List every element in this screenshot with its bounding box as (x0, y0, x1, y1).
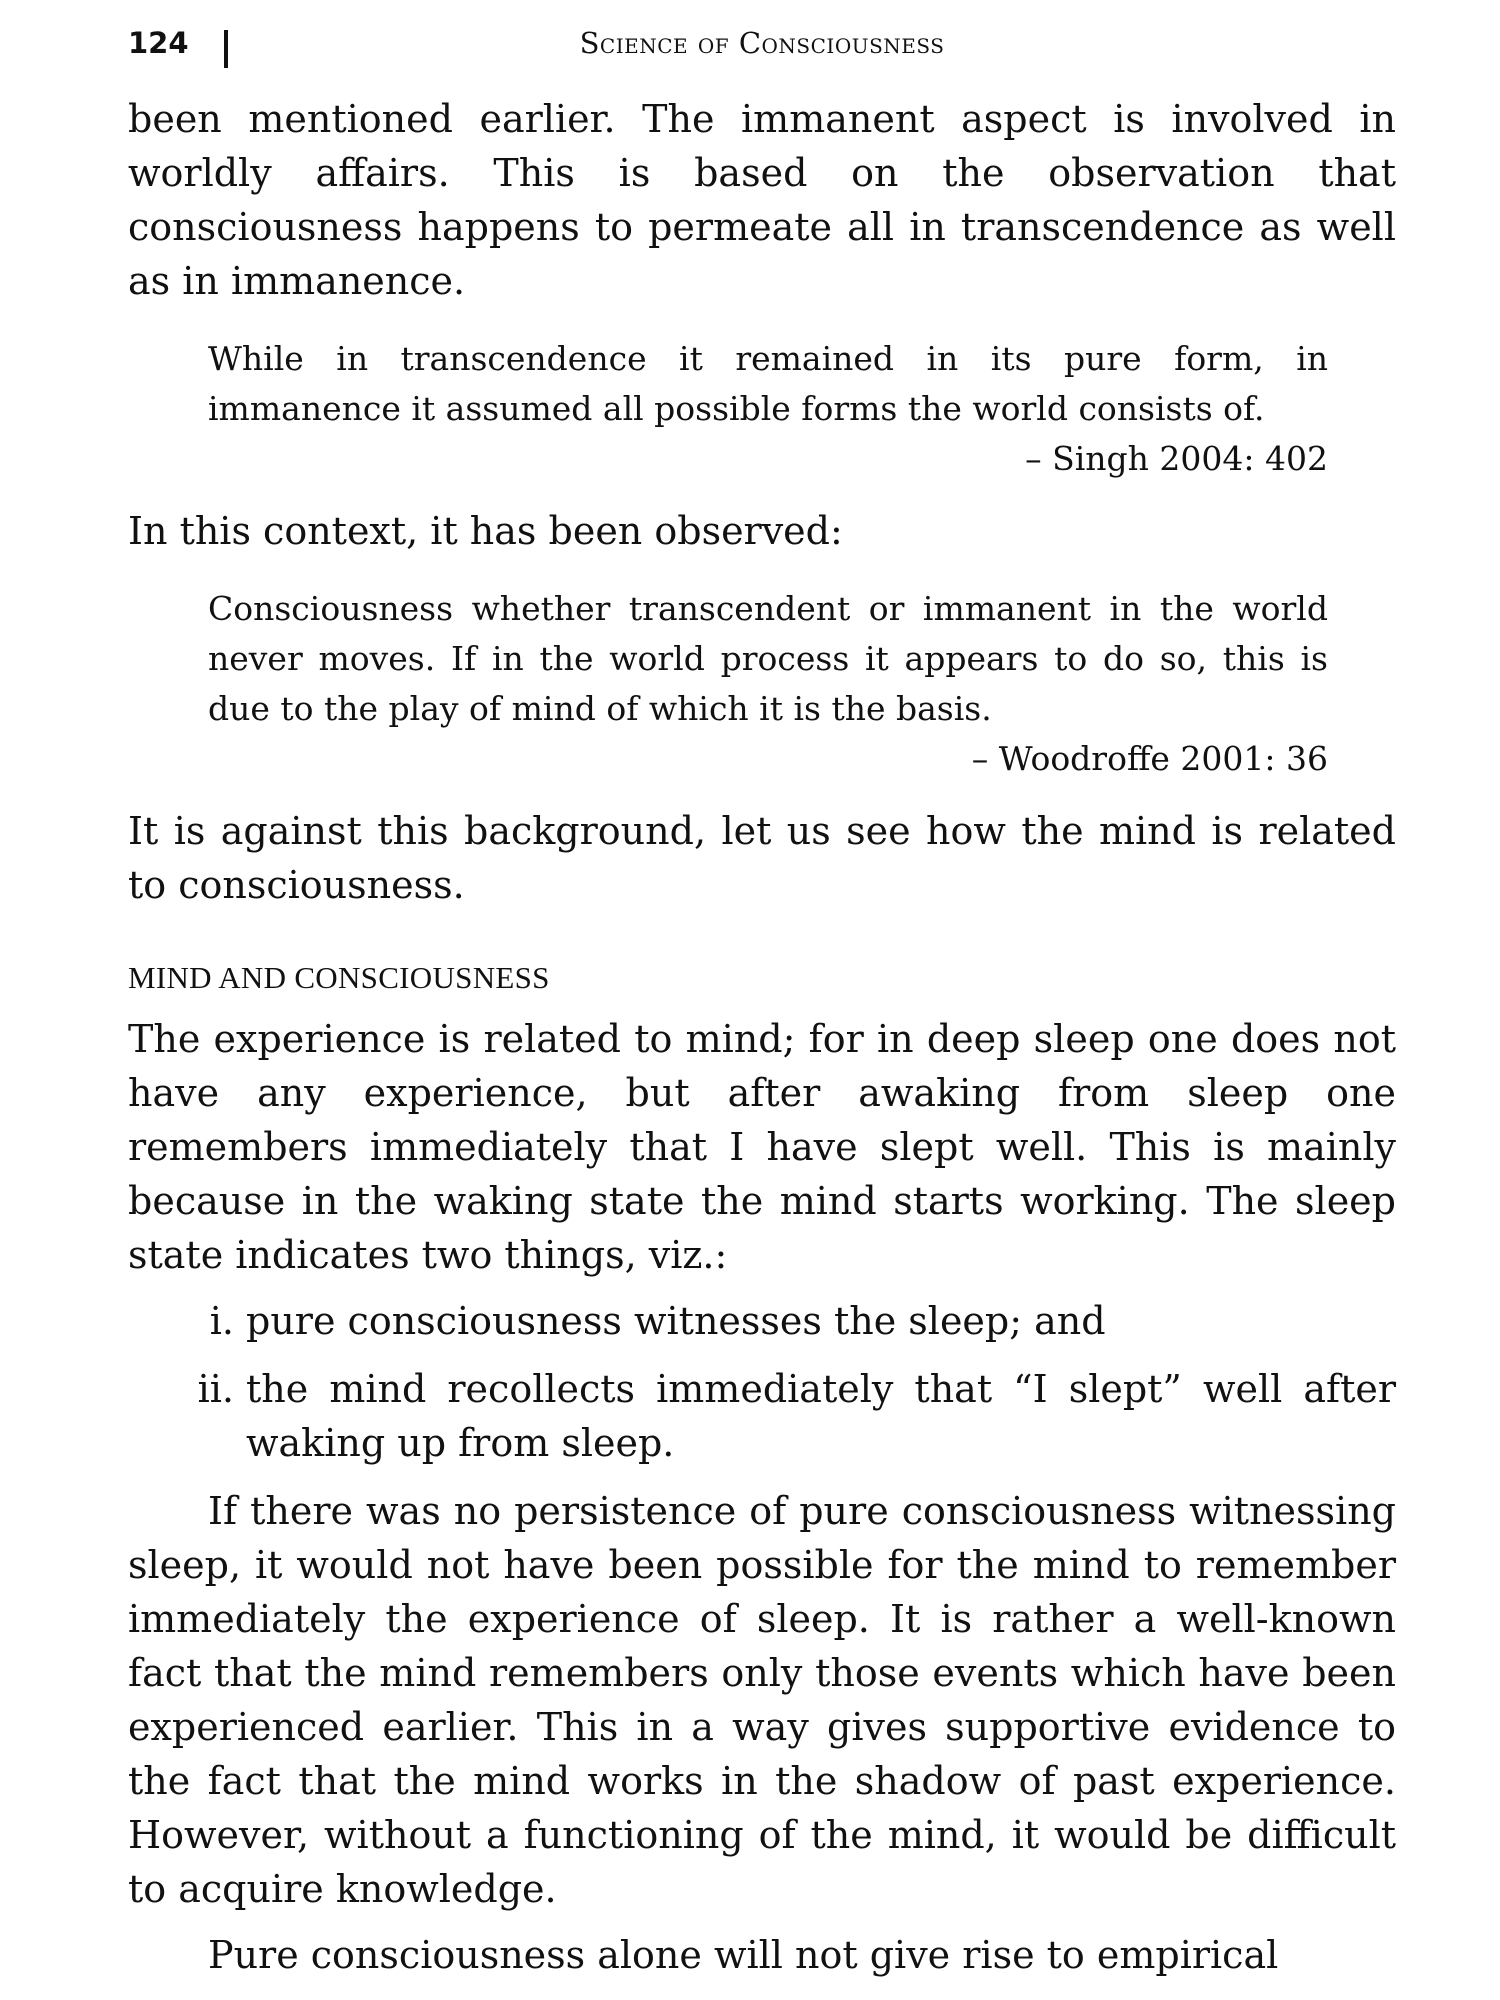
section-heading: MIND AND CONSCIOUSNESS (128, 960, 550, 995)
paragraph-experience: The experience is related to mind; for in deep sleep one does not have any experience, but after awaking from sleep one remembers immediately that I have slept well. This is mainly because in the waking state the mind starts working. The sleep state indicates two things, viz.: (128, 1017, 1396, 1277)
page-number: 124 (128, 26, 189, 60)
quote-citation: – Singh 2004: 402 (1025, 439, 1328, 478)
sleep-state-list (128, 1294, 1396, 1470)
list-item-text: the mind recollects immediately that “I slept” well after waking up from sleep. (246, 1367, 1396, 1465)
book-page (128, 22, 1396, 1982)
list-item (128, 1362, 1396, 1470)
paragraph-context: In this context, it has been observed: (128, 509, 843, 553)
paragraph-background: It is against this background, let us see how the mind is related to consciousness. (128, 809, 1396, 907)
quote-citation: – Woodroffe 2001: 36 (971, 739, 1328, 778)
list-marker: ii. (197, 1367, 234, 1411)
paragraph-persistence: If there was no persistence of pure consciousness witnessing sleep, it would not have been possible for the mind to remember immediately the experience of sleep. It is rather a well-known fact that the mind remembers only those events which have been experienced earlier. This in a way gives supportive evidence to the fact that the mind works in the shadow of past experience. However, without a functioning of the mind, it would be difficult to acquire knowledge. (128, 1489, 1396, 1911)
list-item-text: pure consciousness witnesses the sleep; and (246, 1299, 1106, 1343)
list-marker: i. (209, 1299, 234, 1343)
paragraph-pure-consciousness: Pure consciousness alone will not give rise to empirical (208, 1933, 1279, 1977)
running-title: Science of Consciousness (579, 26, 945, 60)
blockquote-woodroffe (208, 584, 1328, 784)
paragraph-continued: been mentioned earlier. The immanent aspect is involved in worldly affairs. This is based on the observation that consciousness happens to permeate all in transcendence as well as in immanence. (128, 97, 1396, 303)
quote-text: Consciousness whether transcendent or immanent in the world never moves. If in the world process it appears to do so, this is due to the play of mind of which it is the basis. (208, 589, 1328, 728)
running-head (128, 22, 1396, 78)
quote-text: While in transcendence it remained in its pure form, in immanence it assumed all possible forms the world consists of. (208, 339, 1328, 428)
list-item (128, 1294, 1396, 1348)
blockquote-singh (208, 334, 1328, 484)
